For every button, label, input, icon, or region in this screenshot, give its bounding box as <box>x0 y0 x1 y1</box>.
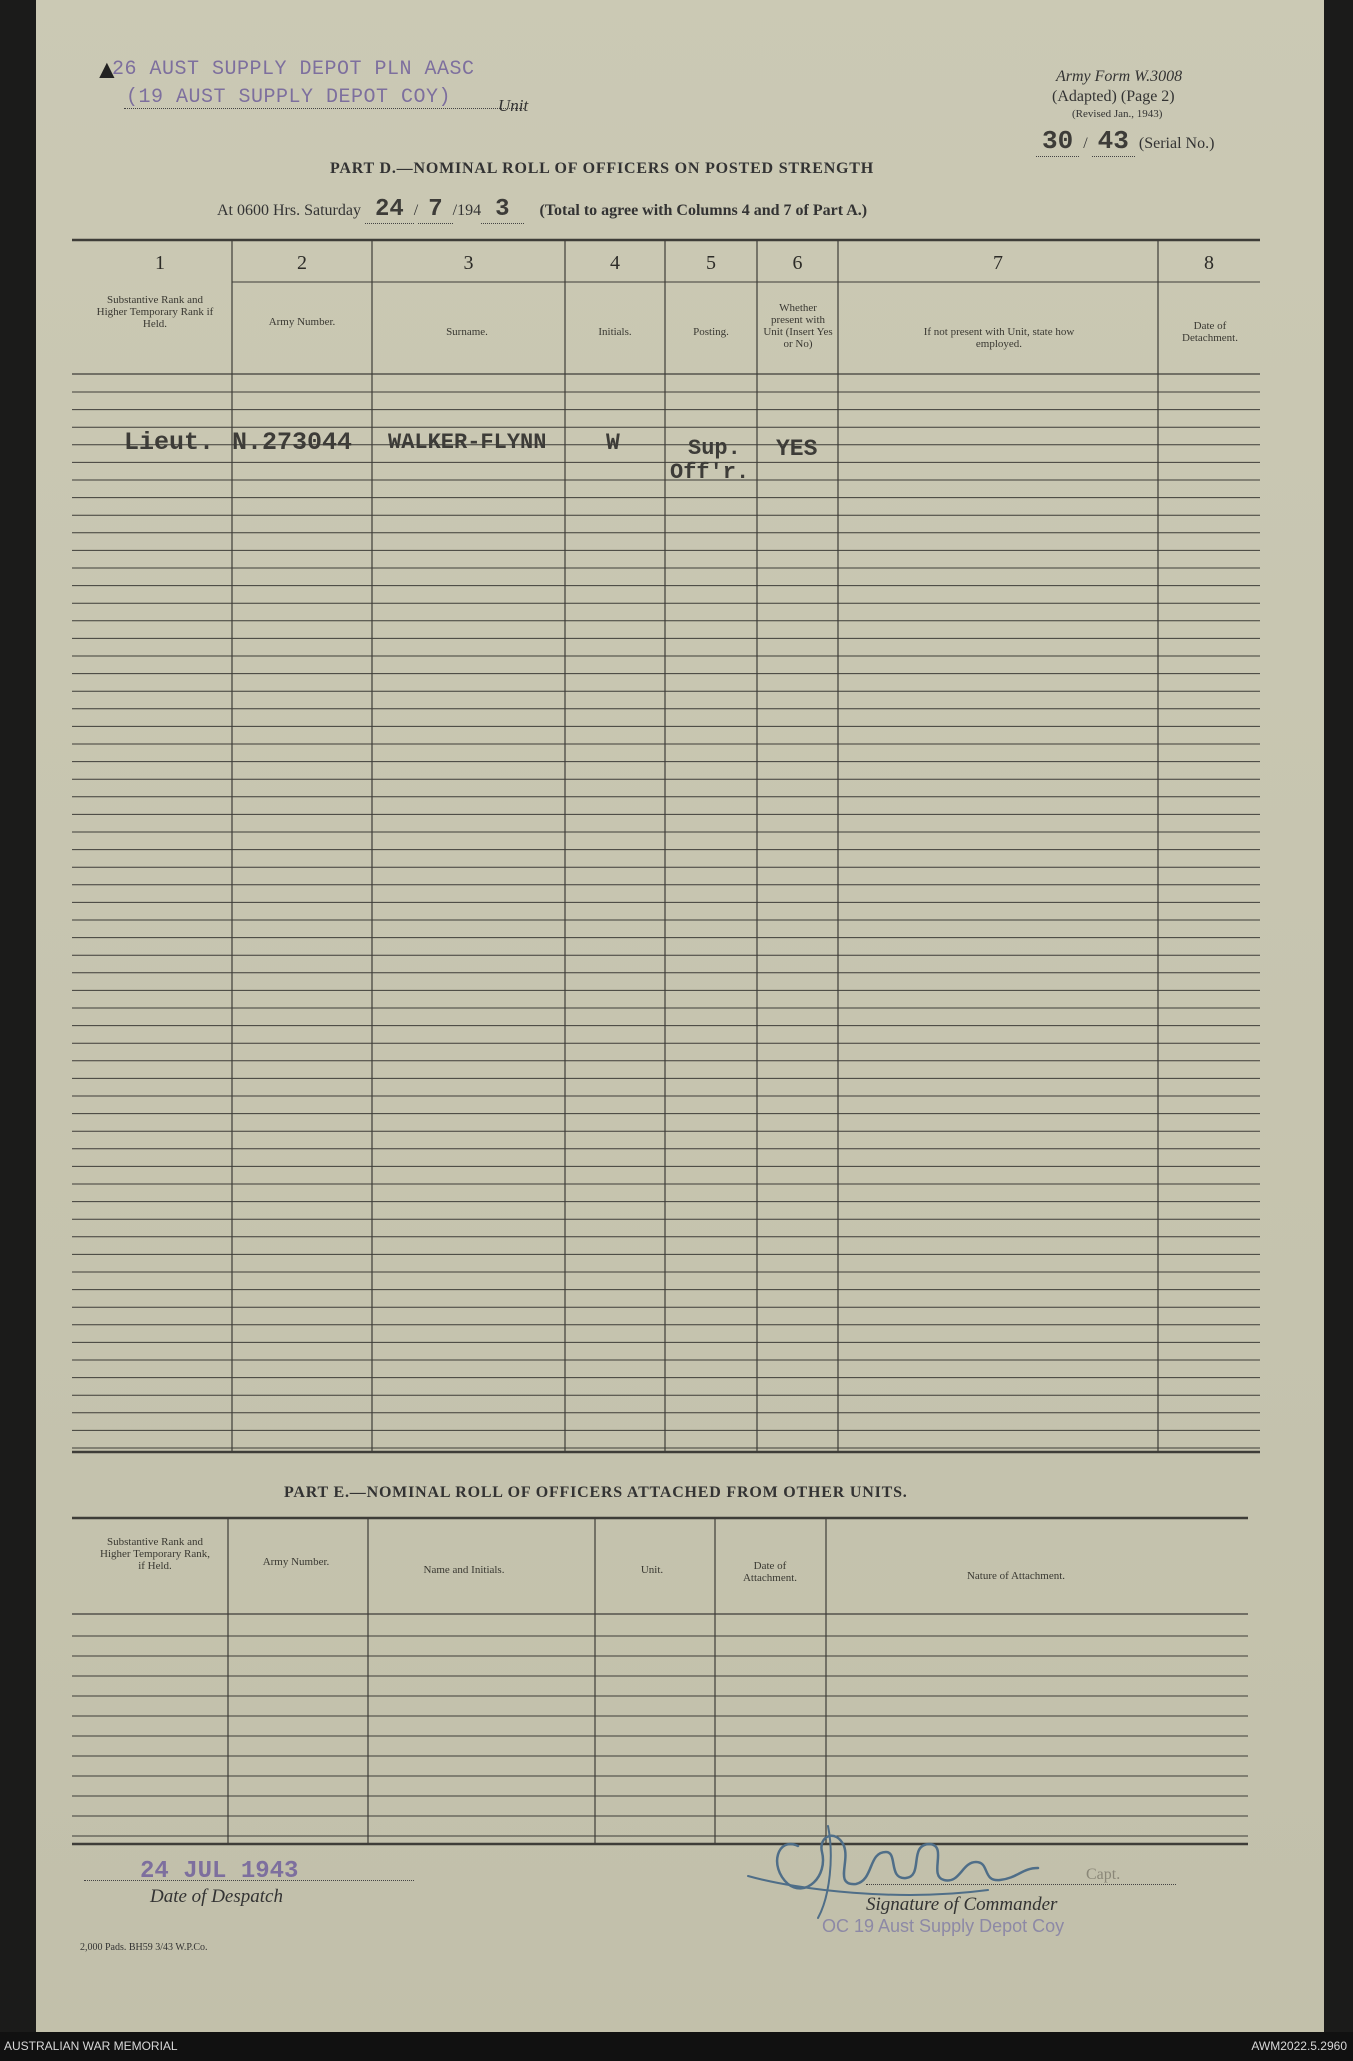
year-prefix: /194 <box>452 202 482 219</box>
header-rank: Substantive Rank and Higher Temporary Rank if Held. <box>96 294 214 330</box>
entry-initials: W <box>606 430 620 456</box>
despatch-date-stamp: 24 JUL 1943 <box>140 1858 299 1885</box>
signature-line <box>866 1884 1176 1885</box>
part-e-grid <box>36 0 1324 1900</box>
entry-army-number: N.273044 <box>232 428 353 457</box>
print-code: 2,000 Pads. BH59 3/43 W.P.Co. <box>80 1942 208 1953</box>
header-army-number: Army Number. <box>268 316 336 328</box>
archive-footer <box>0 2032 1353 2061</box>
col-num-3: 3 <box>463 252 474 274</box>
e-header-name-initials: Name and Initials. <box>423 1564 505 1576</box>
unit-label: Unit <box>498 96 529 115</box>
header-how-employed: If not present with Unit, state how employed. <box>923 326 1075 350</box>
e-header-date-attachment: Date of Attachment. <box>742 1560 798 1584</box>
header-surname: Surname. <box>446 326 488 338</box>
entry-posting-line1: Sup. <box>688 436 741 461</box>
serial-b: 43 <box>1092 126 1135 157</box>
col-num-5: 5 <box>706 252 716 274</box>
entry-posting-line2: Off'r. <box>670 460 750 485</box>
despatch-line <box>84 1880 414 1881</box>
col-num-2: 2 <box>297 252 307 274</box>
serial-a: 30 <box>1036 126 1079 157</box>
e-header-army-number: Army Number. <box>262 1556 330 1568</box>
entry-present: YES <box>776 436 818 462</box>
entry-surname: WALKER-FLYNN <box>388 430 547 455</box>
col-num-4: 4 <box>610 252 620 274</box>
e-header-nature: Nature of Attachment. <box>966 1570 1066 1582</box>
commander-stamp: OC 19 Aust Supply Depot Coy <box>822 1916 1065 1936</box>
part-d-title: PART D.—NOMINAL ROLL OF OFFICERS ON POSTED STRENGTH <box>330 160 875 177</box>
signature-label: Signature of Commander <box>866 1894 1058 1915</box>
footer-institution: AUSTRALIAN WAR MEMORIAL <box>4 2039 178 2053</box>
header-date-detachment: Date of Detachment. <box>1182 320 1238 344</box>
col-num-7: 7 <box>993 252 1003 274</box>
col-num-6: 6 <box>792 252 803 274</box>
signature-rank: Capt. <box>1086 1866 1121 1883</box>
despatch-label: Date of Despatch <box>150 1886 283 1907</box>
part-e-title: PART E.—NOMINAL ROLL OF OFFICERS ATTACHED FROM OTHER UNITS. <box>284 1484 908 1501</box>
e-header-unit: Unit. <box>640 1564 664 1576</box>
form-page <box>36 0 1324 2032</box>
e-header-rank: Substantive Rank and Higher Temporary Rank, if Held. <box>100 1536 210 1572</box>
date-sep: / <box>413 202 419 219</box>
date-day: 24 <box>365 196 414 224</box>
col-num-8: 8 <box>1204 252 1214 274</box>
header-initials: Initials. <box>598 326 632 338</box>
form-adapted: (Adapted) (Page 2) <box>1052 88 1175 105</box>
date-month: 7 <box>418 196 452 224</box>
serial-label: (Serial No.) <box>1138 135 1215 152</box>
unit-stamp-line2: (19 AUST SUPPLY DEPOT COY) <box>126 86 452 109</box>
serial-sep: / <box>1083 135 1088 152</box>
form-name: Army Form W.3008 <box>1056 68 1183 85</box>
year-digit: 3 <box>481 196 523 224</box>
arrow-mark-icon: ▲ <box>94 55 120 84</box>
header-posting: Posting. <box>693 326 729 338</box>
unit-stamp-line1: 26 AUST SUPPLY DEPOT PLN AASC <box>112 58 475 81</box>
form-revised: (Revised Jan., 1943) <box>1072 108 1163 120</box>
col-num-1: 1 <box>155 252 165 274</box>
header-present: Whether present with Unit (Insert Yes or No) <box>763 302 833 350</box>
footer-accession: AWM2022.5.2960 <box>1251 2039 1347 2053</box>
total-note: (Total to agree with Columns 4 and 7 of Part A.) <box>539 202 868 219</box>
at-text: At 0600 Hrs. Saturday <box>217 202 361 219</box>
entry-rank: Lieut. <box>124 428 215 457</box>
